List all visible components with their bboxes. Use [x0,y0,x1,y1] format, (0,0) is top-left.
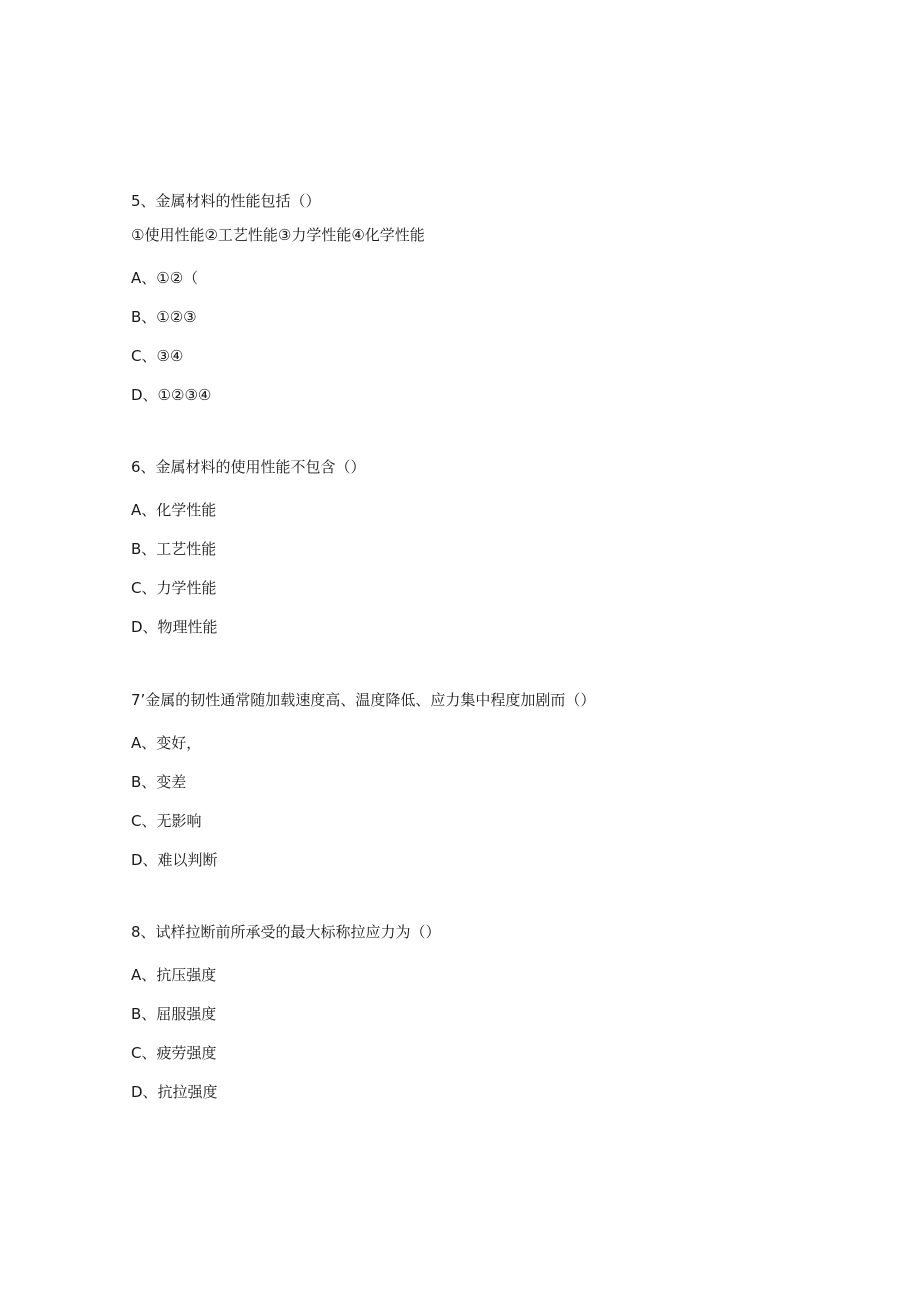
question-stem: 5、金属材料的性能包括（） [131,192,321,210]
question-5 [131,190,831,406]
option-d: D、难以判断 [131,851,218,869]
option-c: C、力学性能 [131,579,217,597]
option-b: B、屈服强度 [131,1005,217,1023]
option-a: A、变好， [131,734,202,752]
question-statement-list: ①使用性能②工艺性能③力学性能④化学性能 [131,226,425,244]
option-d: D、抗拉强度 [131,1083,218,1101]
question-stem: 8、试样拉断前所承受的最大标称拉应力为（） [131,923,441,941]
question-stem: 6、金属材料的使用性能不包含（） [131,458,366,476]
question-7 [131,689,831,871]
question-6 [131,456,831,638]
question-stem: 7’金属的韧性通常随加载速度高、温度降低、应力集中程度加剧而（） [131,691,596,709]
option-a: A、抗压强度 [131,966,217,984]
option-d: D、物理性能 [131,618,218,636]
question-8 [131,921,831,1103]
option-a: A、①②（ [131,269,199,287]
option-b: B、变差 [131,773,187,791]
option-b: B、工艺性能 [131,540,217,558]
option-a: A、化学性能 [131,501,217,519]
option-c: C、无影响 [131,812,202,830]
option-d: D、①②③④ [131,386,212,404]
option-b: B、①②③ [131,308,197,326]
option-c: C、③④ [131,347,184,365]
option-c: C、疲劳强度 [131,1044,217,1062]
